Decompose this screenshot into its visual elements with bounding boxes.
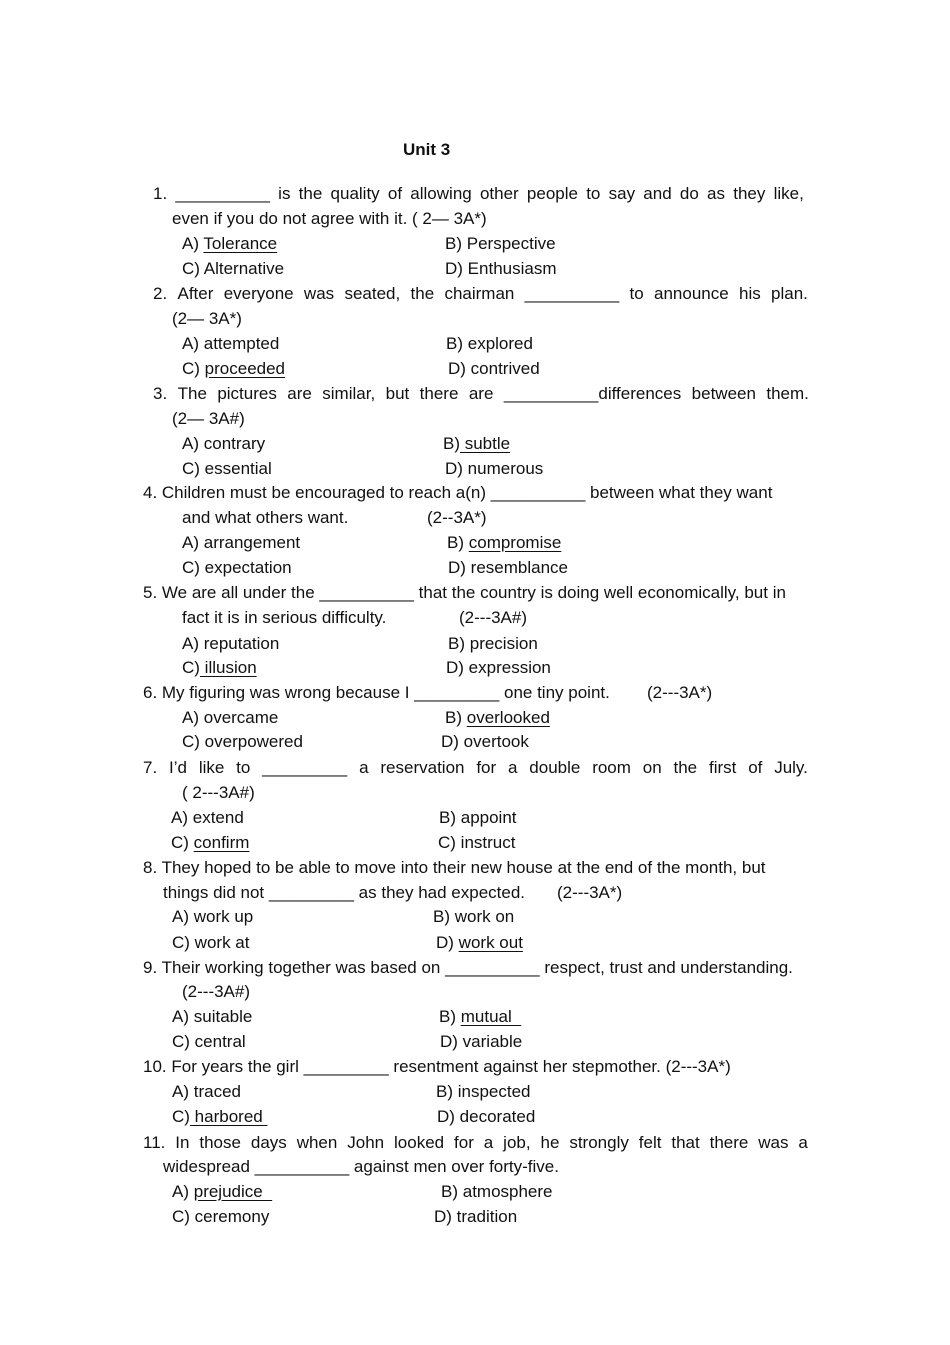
question-2-line-2: (2— 3A*) xyxy=(172,309,242,328)
word: chairman xyxy=(444,284,515,303)
question-6-option-d: D) overtook xyxy=(441,732,529,751)
word: 3. xyxy=(153,384,168,403)
question-1-option-d: D) Enthusiasm xyxy=(445,259,557,278)
word: other xyxy=(479,184,519,203)
word: to xyxy=(586,184,601,203)
question-2-line-1 xyxy=(153,284,808,304)
word: like, xyxy=(773,184,804,203)
answer-underline: prejudice xyxy=(193,1182,273,1201)
word: people xyxy=(526,184,578,203)
question-2-option-b: B) explored xyxy=(446,334,533,353)
word: __________ xyxy=(524,284,620,303)
word: a xyxy=(483,1133,494,1152)
word: to xyxy=(629,284,644,303)
word: the xyxy=(673,758,698,777)
question-1-option-c: C) Alternative xyxy=(182,259,285,278)
word: In xyxy=(175,1133,190,1152)
word: there xyxy=(709,1133,749,1152)
word: are xyxy=(468,384,494,403)
question-10-option-a: A) traced xyxy=(172,1082,241,1101)
question-11-option-c: C) ceremony xyxy=(172,1207,270,1226)
question-5-tag: (2---3A#) xyxy=(459,608,528,627)
word: to xyxy=(236,758,251,777)
word: plan. xyxy=(771,284,808,303)
page-title: Unit 3 xyxy=(403,140,451,159)
word: 7. xyxy=(143,758,158,777)
question-5-line-1: 5. We are all under the __________ that the country is doing well economically, but in xyxy=(143,583,786,602)
word: 1. xyxy=(153,184,168,203)
word: pictures xyxy=(217,384,277,403)
word: them. xyxy=(766,384,809,403)
word: John xyxy=(347,1133,385,1152)
question-1-line-1 xyxy=(153,184,804,204)
word: when xyxy=(296,1133,338,1152)
word: a xyxy=(798,1133,808,1152)
word: 11. xyxy=(143,1133,166,1152)
question-6-line-1: 6. My figuring was wrong because I _________ one tiny point. xyxy=(143,683,610,702)
question-11-line-2: widespread __________ against men over forty-five. xyxy=(163,1157,559,1176)
question-5-option-c: C) illusion xyxy=(182,658,257,677)
word: the xyxy=(298,184,323,203)
question-11-option-a: A) prejudice xyxy=(172,1182,273,1201)
answer-underline: compromise xyxy=(468,533,562,552)
question-9-option-b: B) mutual xyxy=(439,1007,522,1026)
question-11-option-b: B) atmosphere xyxy=(441,1182,553,1201)
word: the xyxy=(410,284,435,303)
word: felt xyxy=(638,1133,662,1152)
word: a xyxy=(359,758,369,777)
question-10-option-d: D) decorated xyxy=(437,1107,536,1126)
question-6-option-a: A) overcame xyxy=(182,708,279,727)
question-5-option-b: B) precision xyxy=(448,634,538,653)
word: was xyxy=(758,1133,789,1152)
question-3-option-c: C) essential xyxy=(182,459,272,478)
word: announce xyxy=(654,284,729,303)
question-3-option-a: A) contrary xyxy=(182,434,266,453)
word: allowing xyxy=(410,184,472,203)
word: like xyxy=(198,758,225,777)
question-8-option-b: B) work on xyxy=(433,907,515,926)
word: first xyxy=(708,758,737,777)
word: but xyxy=(385,384,410,403)
question-3-option-d: D) numerous xyxy=(445,459,544,478)
question-9-line-2: (2---3A#) xyxy=(182,982,251,1001)
word: those xyxy=(199,1133,241,1152)
word: job, xyxy=(503,1133,531,1152)
word: _________ xyxy=(262,758,348,777)
question-8-tag: (2---3A*) xyxy=(557,883,623,902)
question-7-option-c: C) confirm xyxy=(171,833,250,852)
word: of xyxy=(748,758,763,777)
word: double xyxy=(529,758,581,777)
answer-underline: confirm xyxy=(193,833,250,852)
question-7-line-2: ( 2---3A#) xyxy=(182,783,255,802)
question-8-option-a: A) work up xyxy=(172,907,254,926)
question-2-option-c: C) proceeded xyxy=(182,359,286,378)
question-4-line-1: 4. Children must be encouraged to reach a(n) __________ between what they want xyxy=(143,483,773,502)
answer-underline: work out xyxy=(458,933,523,952)
word: seated, xyxy=(344,284,401,303)
question-4-option-c: C) expectation xyxy=(182,558,292,577)
question-4-option-d: D) resemblance xyxy=(448,558,568,577)
word: similar, xyxy=(322,384,376,403)
question-4-line-2: and what others want. xyxy=(182,508,349,527)
question-4-option-a: A) arrangement xyxy=(182,533,301,552)
word: was xyxy=(303,284,335,303)
word: for xyxy=(454,1133,474,1152)
question-3-line-2: (2— 3A#) xyxy=(172,409,245,428)
answer-underline: illusion xyxy=(199,658,257,677)
question-11-line-1 xyxy=(143,1133,808,1153)
word: a xyxy=(508,758,518,777)
question-7-line-1 xyxy=(143,758,808,778)
question-8-option-d: D) work out xyxy=(436,933,523,952)
word: say xyxy=(608,184,636,203)
word: room xyxy=(592,758,631,777)
word: they xyxy=(733,184,766,203)
word: __________differences xyxy=(503,384,682,403)
answer-underline: Tolerance xyxy=(203,234,278,253)
question-1-option-b: B) Perspective xyxy=(445,234,556,253)
word: between xyxy=(691,384,756,403)
word: everyone xyxy=(223,284,294,303)
word: are xyxy=(287,384,312,403)
word: quality xyxy=(330,184,380,203)
word: 2. xyxy=(153,284,168,303)
question-11-option-d: D) tradition xyxy=(434,1207,518,1226)
answer-underline: proceeded xyxy=(204,359,286,378)
word: there xyxy=(419,384,459,403)
question-9-line-1: 9. Their working together was based on __________ respect, trust and understanding. xyxy=(143,958,793,977)
word: __________ xyxy=(175,184,270,203)
question-10-line-1: 10. For years the girl _________ resentment against her stepmother. (2---3A*) xyxy=(143,1057,731,1076)
word: as xyxy=(707,184,725,203)
word: on xyxy=(642,758,662,777)
question-8-line-2: things did not _________ as they had expected. xyxy=(163,883,526,902)
word: I’d xyxy=(169,758,187,777)
question-9-option-d: D) variable xyxy=(440,1032,523,1051)
word: After xyxy=(177,284,214,303)
word: days xyxy=(250,1133,287,1152)
question-6-option-b: B) overlooked xyxy=(445,708,550,727)
question-7-option-c2: C) instruct xyxy=(438,833,516,852)
word: July. xyxy=(774,758,808,777)
word: and xyxy=(643,184,672,203)
word: reservation xyxy=(380,758,465,777)
question-7-option-a: A) extend xyxy=(171,808,244,827)
question-2-option-a: A) attempted xyxy=(182,334,280,353)
word: his xyxy=(738,284,761,303)
question-10-option-c: C) harbored xyxy=(172,1107,268,1126)
word: The xyxy=(177,384,207,403)
answer-underline: mutual xyxy=(460,1007,522,1026)
question-5-option-d: D) expression xyxy=(446,658,551,677)
question-6-tag: (2---3A*) xyxy=(647,683,713,702)
answer-underline: overlooked xyxy=(466,708,550,727)
question-10-option-b: B) inspected xyxy=(436,1082,531,1101)
question-4-option-b: B) compromise xyxy=(447,533,562,552)
question-5-option-a: A) reputation xyxy=(182,634,280,653)
question-1-line-2: even if you do not agree with it. ( 2— 3A*) xyxy=(172,209,487,228)
word: he xyxy=(540,1133,560,1152)
word: looked xyxy=(394,1133,445,1152)
word: strongly xyxy=(569,1133,629,1152)
answer-underline: subtle xyxy=(460,434,511,453)
word: that xyxy=(671,1133,700,1152)
question-9-option-a: A) suitable xyxy=(172,1007,253,1026)
word: for xyxy=(476,758,497,777)
word: of xyxy=(387,184,403,203)
question-6-option-c: C) overpowered xyxy=(182,732,303,751)
word: do xyxy=(679,184,699,203)
word: is xyxy=(278,184,291,203)
question-5-line-2: fact it is in serious difficulty. xyxy=(182,608,387,627)
question-2-option-d: D) contrived xyxy=(448,359,540,378)
question-4-tag: (2--3A*) xyxy=(427,508,487,527)
question-3-line-1 xyxy=(153,384,809,404)
answer-underline: harbored xyxy=(189,1107,268,1126)
question-8-option-c: C) work at xyxy=(172,933,250,952)
question-8-line-1: 8. They hoped to be able to move into their new house at the end of the month, but xyxy=(143,858,766,877)
question-3-option-b: B) subtle xyxy=(443,434,511,453)
question-7-option-b: B) appoint xyxy=(439,808,517,827)
question-1-option-a: A) Tolerance xyxy=(182,234,278,253)
question-9-option-c: C) central xyxy=(172,1032,246,1051)
